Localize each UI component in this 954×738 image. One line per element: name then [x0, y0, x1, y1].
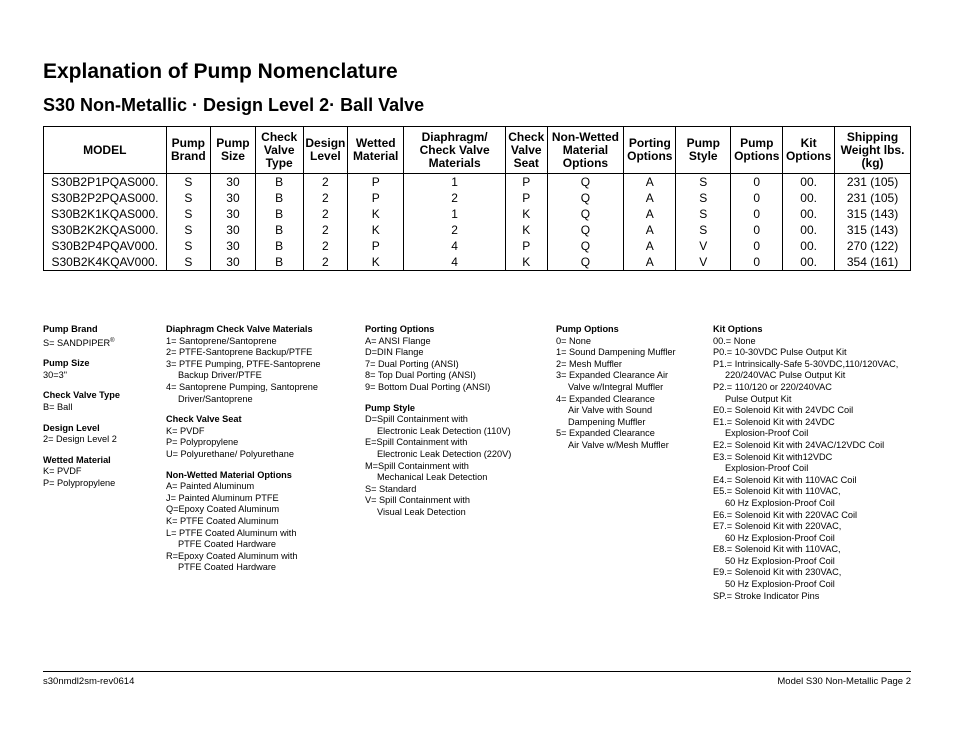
legend-item: Dampening Muffler	[568, 416, 646, 427]
table-cell: 0	[731, 222, 783, 238]
legend-item: Valve w/Integral Muffler	[568, 381, 664, 392]
legend-item: B= Ball	[43, 402, 73, 413]
table-cell: 2	[303, 238, 348, 254]
page-subtitle: S30 Non-Metallic · Design Level 2· Ball Valve	[43, 95, 425, 115]
table-cell: S	[676, 174, 731, 191]
table-cell: S	[166, 238, 211, 254]
legend-item: 220/240VAC Pulse Output Kit	[725, 370, 846, 381]
table-cell: 00.	[783, 206, 835, 222]
legend-item: E7.= Solenoid Kit with 220VAC,	[713, 521, 842, 532]
table-cell: 4	[404, 254, 506, 271]
table-cell: S	[166, 174, 211, 191]
legend-item: E3.= Solenoid Kit with12VDC	[713, 451, 833, 462]
table-cell: B	[255, 254, 303, 271]
legend-item: P= Polypropylene	[166, 437, 239, 448]
model-cell: S30B2K4KQAV000.	[44, 254, 167, 271]
column-header: Check Valve Type	[255, 127, 303, 174]
legend-heading: Check Valve Type	[43, 390, 120, 401]
table-cell: 30	[211, 222, 256, 238]
table-cell: A	[624, 238, 676, 254]
table-cell: 00.	[783, 254, 835, 271]
legend-item: L= PTFE Coated Aluminum with	[166, 527, 297, 538]
legend-item: Electronic Leak Detection (110V)	[377, 425, 511, 436]
legend-heading: Pump Style	[365, 402, 416, 413]
legend-item: V= Spill Containment with	[365, 495, 470, 506]
table-row	[44, 206, 911, 222]
legend-heading: Wetted Material	[43, 454, 111, 465]
legend-item: Explosion-Proof Coil	[725, 428, 809, 439]
legend-item: E6.= Solenoid Kit with 220VAC Coil	[713, 509, 858, 520]
legend-item: R=Epoxy Coated Aluminum with	[166, 550, 298, 561]
column-header: Wetted Material	[348, 127, 404, 174]
legend-item: 1= Sound Dampening Muffler	[556, 347, 676, 358]
legend-item: P0.= 10-30VDC Pulse Output Kit	[713, 347, 847, 358]
table-cell: 231 (105)	[835, 190, 911, 206]
legend-item: 2= Mesh Muffler	[556, 358, 622, 369]
column-header: Pump Brand	[166, 127, 211, 174]
legend-column-4	[556, 324, 706, 452]
legend-item: M=Spill Containment with	[365, 460, 469, 471]
legend-item: Air Valve w/Mesh Muffler	[568, 439, 669, 450]
legend-item: E2.= Solenoid Kit with 24VAC/12VDC Coil	[713, 439, 885, 450]
legend-heading: Kit Options	[713, 324, 763, 334]
legend-item: K= PVDF	[166, 425, 205, 436]
footer-page-label: Model S30 Non-Metallic Page 2	[777, 676, 911, 687]
table-cell: K	[506, 222, 548, 238]
table-cell: 2	[404, 222, 506, 238]
table-cell: P	[506, 174, 548, 191]
legend-item: P2.= 110/120 or 220/240VAC	[713, 381, 832, 392]
legend-item: 50 Hz Explosion-Proof Coil	[725, 555, 835, 566]
column-header: Non-Wetted Material Options	[547, 127, 624, 174]
legend-item: J= Painted Aluminum PTFE	[166, 492, 279, 503]
legend-item: K= PTFE Coated Aluminum	[166, 515, 279, 526]
legend-column-1	[43, 324, 158, 490]
table-cell: 315 (143)	[835, 222, 911, 238]
legend-item: 60 Hz Explosion-Proof Coil	[725, 497, 835, 508]
column-header: Check Valve Seat	[506, 127, 548, 174]
table-cell: Q	[547, 238, 624, 254]
table-cell: 00.	[783, 174, 835, 191]
legend-heading: Non-Wetted Material Options	[166, 469, 292, 480]
legend-item: A= ANSI Flange	[365, 335, 431, 346]
table-cell: K	[348, 222, 404, 238]
table-cell: K	[506, 254, 548, 271]
table-cell: 30	[211, 254, 256, 271]
table-cell: Q	[547, 222, 624, 238]
legend-item: 4= Expanded Clearance	[556, 393, 655, 404]
table-cell: S	[166, 222, 211, 238]
legend-item: 1= Santoprene/Santoprene	[166, 335, 277, 346]
table-cell: 0	[731, 206, 783, 222]
table-cell: 231 (105)	[835, 174, 911, 191]
column-header: Porting Options	[624, 127, 676, 174]
table-cell: V	[676, 254, 731, 271]
table-cell: K	[506, 206, 548, 222]
legend-item: P1.= Intrinsically-Safe 5-30VDC,110/120VAC,	[713, 358, 899, 369]
table-cell: 30	[211, 238, 256, 254]
model-cell: S30B2P2PQAS000.	[44, 190, 167, 206]
table-cell: 30	[211, 190, 256, 206]
model-cell: S30B2K2KQAS000.	[44, 222, 167, 238]
legend-item: 2= PTFE-Santoprene Backup/PTFE	[166, 347, 313, 358]
table-row	[44, 254, 911, 271]
column-header: Pump Size	[211, 127, 256, 174]
table-cell: 2	[303, 254, 348, 271]
table-row	[44, 238, 911, 254]
table-cell: S	[166, 206, 211, 222]
legend-item: 00.= None	[713, 335, 756, 346]
legend-item: E8.= Solenoid Kit with 110VAC,	[713, 544, 841, 555]
legend-item: SP.= Stroke Indicator Pins	[713, 590, 820, 601]
legend-item: Explosion-Proof Coil	[725, 463, 809, 474]
table-cell: S	[166, 254, 211, 271]
legend-item: 3= Expanded Clearance Air	[556, 370, 669, 381]
nomenclature-table	[43, 126, 911, 271]
table-row	[44, 190, 911, 206]
table-cell: 30	[211, 174, 256, 191]
table-cell: S	[166, 190, 211, 206]
page-title: Explanation of Pump Nomenclature	[43, 60, 398, 83]
legend-heading: Pump Brand	[43, 324, 98, 334]
legend-item: E9.= Solenoid Kit with 230VAC,	[713, 567, 842, 578]
column-header: Shipping Weight lbs. (kg)	[835, 127, 911, 174]
table-cell: 4	[404, 238, 506, 254]
table-cell: V	[676, 238, 731, 254]
table-cell: A	[624, 174, 676, 191]
registered-mark: ®	[110, 337, 115, 344]
legend-item: E0.= Solenoid Kit with 24VDC Coil	[713, 405, 854, 416]
table-cell: 0	[731, 174, 783, 191]
table-cell: P	[506, 190, 548, 206]
column-header: Design Level	[303, 127, 348, 174]
legend-item: Mechanical Leak Detection	[377, 472, 488, 483]
table-cell: K	[348, 254, 404, 271]
table-cell: 0	[731, 254, 783, 271]
table-cell: P	[348, 174, 404, 191]
legend-column-5	[713, 324, 913, 602]
table-cell: A	[624, 206, 676, 222]
table-cell: B	[255, 222, 303, 238]
column-header: Pump Style	[676, 127, 731, 174]
table-cell: A	[624, 190, 676, 206]
column-header: Diaphragm/ Check Valve Materials	[404, 127, 506, 174]
legend-item: U= Polyurethane/ Polyurethane	[166, 448, 294, 459]
legend-heading: Design Level	[43, 422, 100, 433]
legend-heading: Check Valve Seat	[166, 414, 242, 425]
table-cell: 2	[303, 206, 348, 222]
legend-heading: Porting Options	[365, 324, 435, 334]
table-cell: S	[676, 190, 731, 206]
table-cell: S	[676, 222, 731, 238]
table-cell: 354 (161)	[835, 254, 911, 271]
legend-item: 7= Dual Porting (ANSI)	[365, 358, 459, 369]
model-cell: S30B2P1PQAS000.	[44, 174, 167, 191]
table-cell: 315 (143)	[835, 206, 911, 222]
legend-item: D=DIN Flange	[365, 347, 424, 358]
table-cell: P	[348, 238, 404, 254]
table-cell: S	[676, 206, 731, 222]
legend-item: E4.= Solenoid Kit with 110VAC Coil	[713, 474, 857, 485]
table-cell: 00.	[783, 222, 835, 238]
legend-item: PTFE Coated Hardware	[178, 539, 277, 550]
table-cell: B	[255, 238, 303, 254]
table-cell: 2	[303, 190, 348, 206]
legend-item: K= PVDF	[43, 466, 82, 477]
legend-item: 30=3"	[43, 369, 67, 380]
table-cell: P	[506, 238, 548, 254]
model-cell: S30B2K1KQAS000.	[44, 206, 167, 222]
legend-item: 5= Expanded Clearance	[556, 428, 655, 439]
table-cell: 0	[731, 238, 783, 254]
table-cell: 00.	[783, 190, 835, 206]
table-cell: Q	[547, 254, 624, 271]
legend-heading: Pump Size	[43, 358, 90, 369]
legend-item: 9= Bottom Dual Porting (ANSI)	[365, 381, 491, 392]
table-cell: Q	[547, 206, 624, 222]
legend-item: D=Spill Containment with	[365, 414, 468, 425]
legend-item: E1.= Solenoid Kit with 24VDC	[713, 416, 835, 427]
legend-heading: Diaphragm Check Valve Materials	[166, 324, 313, 334]
table-cell: 270 (122)	[835, 238, 911, 254]
table-cell: K	[348, 206, 404, 222]
table-row	[44, 222, 911, 238]
legend-item: S= Standard	[365, 483, 417, 494]
table-row	[44, 174, 911, 191]
footer-doc-code: s30nmdl2sm-rev0614	[43, 676, 135, 687]
legend-item: E5.= Solenoid Kit with 110VAC,	[713, 486, 841, 497]
table-cell: B	[255, 174, 303, 191]
legend-column-3	[365, 324, 550, 519]
table-cell: 2	[404, 190, 506, 206]
table-cell: 00.	[783, 238, 835, 254]
legend-item: E=Spill Containment with	[365, 437, 468, 448]
table-header-row	[44, 127, 911, 174]
legend-column-2	[166, 324, 356, 574]
legend-item: 3= PTFE Pumping, PTFE-Santoprene	[166, 358, 321, 369]
table-cell: A	[624, 254, 676, 271]
table-cell: B	[255, 190, 303, 206]
legend-item: 8= Top Dual Porting (ANSI)	[365, 370, 476, 381]
legend-item: P= Polypropylene	[43, 478, 116, 488]
table-cell: Q	[547, 174, 624, 191]
table-cell: 0	[731, 190, 783, 206]
table-cell: 1	[404, 206, 506, 222]
table-cell: 2	[303, 222, 348, 238]
legend-item: PTFE Coated Hardware	[178, 562, 277, 573]
legend-heading: Pump Options	[556, 324, 619, 334]
legend-item: Electronic Leak Detection (220V)	[377, 448, 512, 459]
table-cell: B	[255, 206, 303, 222]
legend-item: 60 Hz Explosion-Proof Coil	[725, 532, 835, 543]
footer-divider	[43, 671, 911, 672]
column-header: MODEL	[44, 127, 167, 174]
table-cell: 30	[211, 206, 256, 222]
legend-item: Q=Epoxy Coated Aluminum	[166, 504, 280, 515]
table-cell: 1	[404, 174, 506, 191]
legend-item: 50 Hz Explosion-Proof Coil	[725, 579, 835, 590]
table-cell: 2	[303, 174, 348, 191]
model-cell: S30B2P4PQAV000.	[44, 238, 167, 254]
legend-item: 2= Design Level 2	[43, 434, 117, 445]
legend-item: Pulse Output Kit	[725, 393, 792, 404]
column-header: Pump Options	[731, 127, 783, 174]
table-cell: Q	[547, 190, 624, 206]
legend-item: Air Valve with Sound	[568, 405, 653, 416]
legend-item: 4= Santoprene Pumping, Santoprene	[166, 381, 318, 392]
legend-item: A= Painted Aluminum	[166, 481, 255, 492]
table-cell: A	[624, 222, 676, 238]
legend-item: Backup Driver/PTFE	[178, 370, 262, 381]
legend-item: Visual Leak Detection	[377, 506, 466, 517]
legend-item: 0= None	[556, 335, 591, 346]
legend-item: S= SANDPIPER®	[43, 337, 115, 348]
column-header: Kit Options	[783, 127, 835, 174]
legend-item: Driver/Santoprene	[178, 393, 253, 404]
table-cell: P	[348, 190, 404, 206]
